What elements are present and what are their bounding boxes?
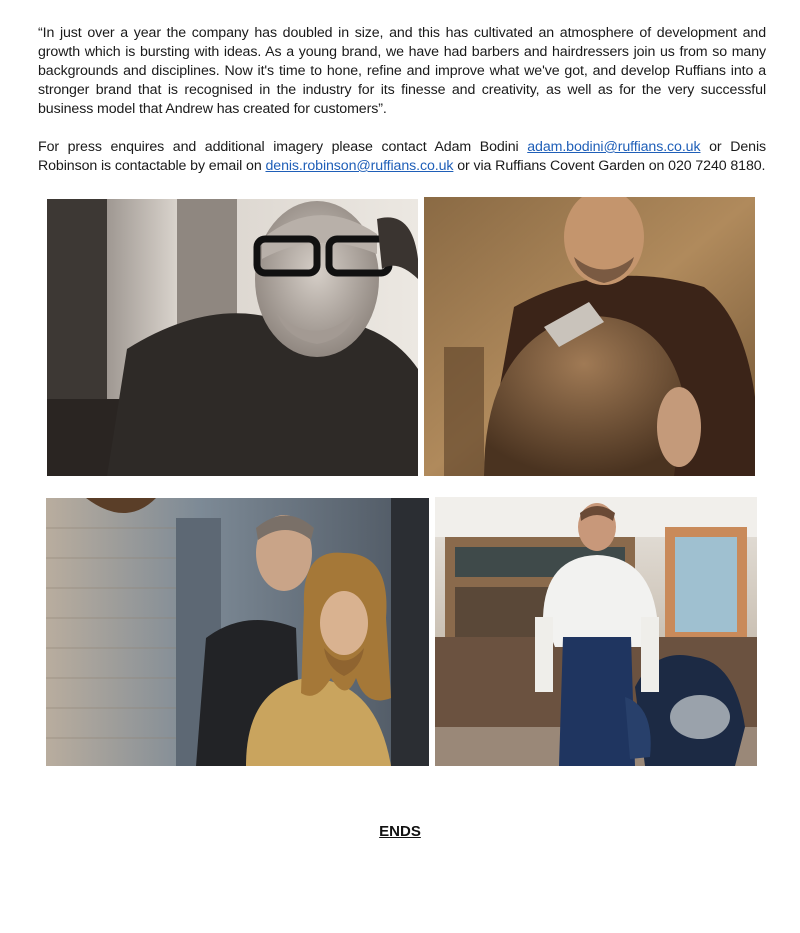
- email-link-adam[interactable]: adam.bodini@ruffians.co.uk: [527, 139, 701, 155]
- barber-with-client-photo: [46, 498, 429, 766]
- barber-in-apron-photo: [435, 497, 757, 766]
- portrait-photo-glasses: [47, 199, 418, 476]
- barber-cutting-hair-photo: [424, 197, 755, 476]
- contact-paragraph: [38, 138, 766, 176]
- quote-paragraph: “In just over a year the company has doubled in size, and this has cultivated an atmosphere of development and growth which is bursting with ideas. As a young brand, we have had barbers and hairdressers join us from so many backgrounds and disciplines. Now it's time to hone, refine and improve what we've got, and develop Ruffians into a stronger brand that is recognised in the industry for its finesse and creativity, as well as for the very successful business model that Andrew has created for customers”.: [38, 25, 766, 117]
- contact-middle: or Denis Robinson is contactable by email on: [38, 139, 766, 174]
- contact-outro: or via Ruffians Covent Garden on 020 7240 8180.: [453, 158, 766, 174]
- contact-intro: For press enquires and additional imagery please contact Adam Bodini: [38, 139, 528, 155]
- email-link-denis[interactable]: denis.robinson@ruffians.co.uk: [265, 158, 454, 174]
- ends-marker: ENDS: [379, 823, 421, 840]
